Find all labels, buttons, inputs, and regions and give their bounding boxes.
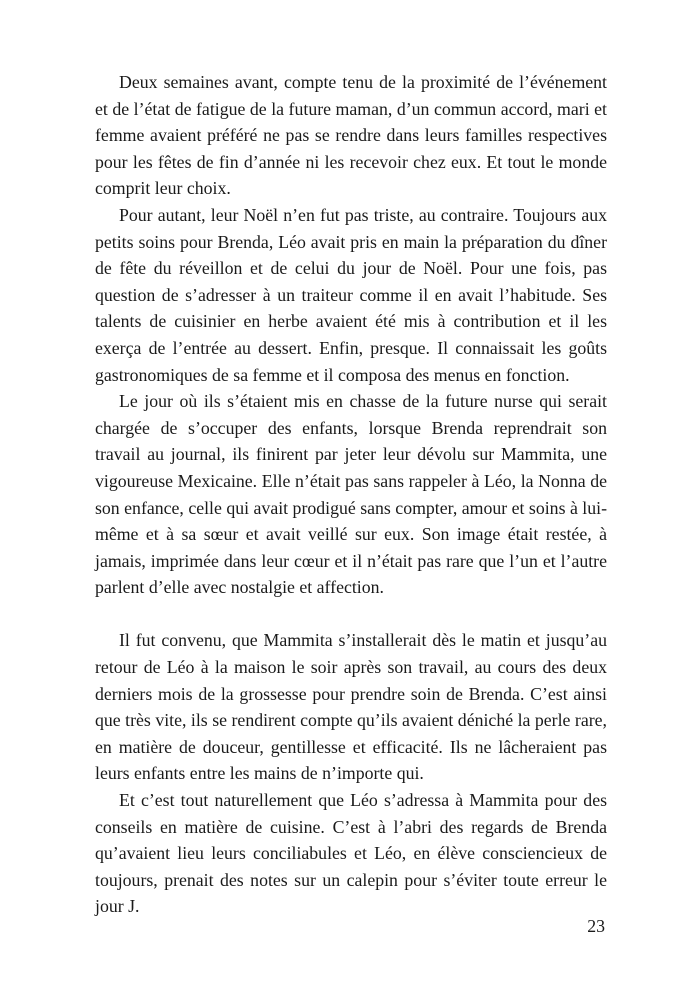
section-break bbox=[95, 601, 607, 628]
paragraph-3: Le jour où ils s’étaient mis en chasse de la future nurse qui serait chargée de s’occuper des enfants, lorsque Brenda reprendrait son travail au journal, ils finirent par jeter leur dévolu sur Mammita, une vigoureuse Mexicaine. Elle n’était pas sans rappeler à Léo, la Nonna de son enfance, celle qui avait prodigué sans compter, amour et soins à lui-même et à sa sœur et avait veillé sur eux. Son image était restée, à jamais, imprimée dans leur cœur et il n’était pas rare que l’un et l’autre parlent d’elle avec nostalgie et affection. bbox=[95, 391, 607, 598]
paragraph-1: Deux semaines avant, compte tenu de la proximité de l’événement et de l’état de fatigue de la future maman, d’un commun accord, mari et femme avaient préféré ne pas se rendre dans leurs familles respectives pour les fêtes de fin d’année ni les recevoir chez eux. Et tout le monde comprit leur choix. bbox=[95, 72, 607, 199]
paragraph-4: Il fut convenu, que Mammita s’installerait dès le matin et jusqu’au retour de Léo à la maison le soir après son travail, au cours des deux derniers mois de la grossesse pour prendre soin de Brenda. C’est ainsi que très vite, ils se rendirent compte qu’ils avaient déniché la perle rare, en matière de douceur, gentillesse et efficacité. Ils ne lâcheraient pas leurs enfants entre les mains de n’importe qui. bbox=[95, 630, 607, 784]
page-number: 23 bbox=[587, 916, 605, 936]
paragraph-2: Pour autant, leur Noël n’en fut pas triste, au contraire. Toujours aux petits soins pour Brenda, Léo avait pris en main la préparation du dîner de fête du réveillon et de celui du jour de Noël. Pour une fois, pas question de s’adresser à un traiteur comme il en avait l’habitude. Ses talents de cuisinier en herbe avaient été mis à contribution et il les exerça de l’entrée au dessert. Enfin, presque. Il connaissait les goûts gastronomiques de sa femme et il composa des menus en fonction. bbox=[95, 204, 607, 385]
paragraph-5: Et c’est tout naturellement que Léo s’adressa à Mammita pour des conseils en matière de cuisine. C’est à l’abri des regards de Brenda qu’avaient lieu leurs conciliabules et Léo, en élève consciencieux de toujours, prenait des notes sur un calepin pour s’éviter toute erreur le jour J. bbox=[95, 790, 607, 917]
body-text bbox=[95, 69, 607, 920]
